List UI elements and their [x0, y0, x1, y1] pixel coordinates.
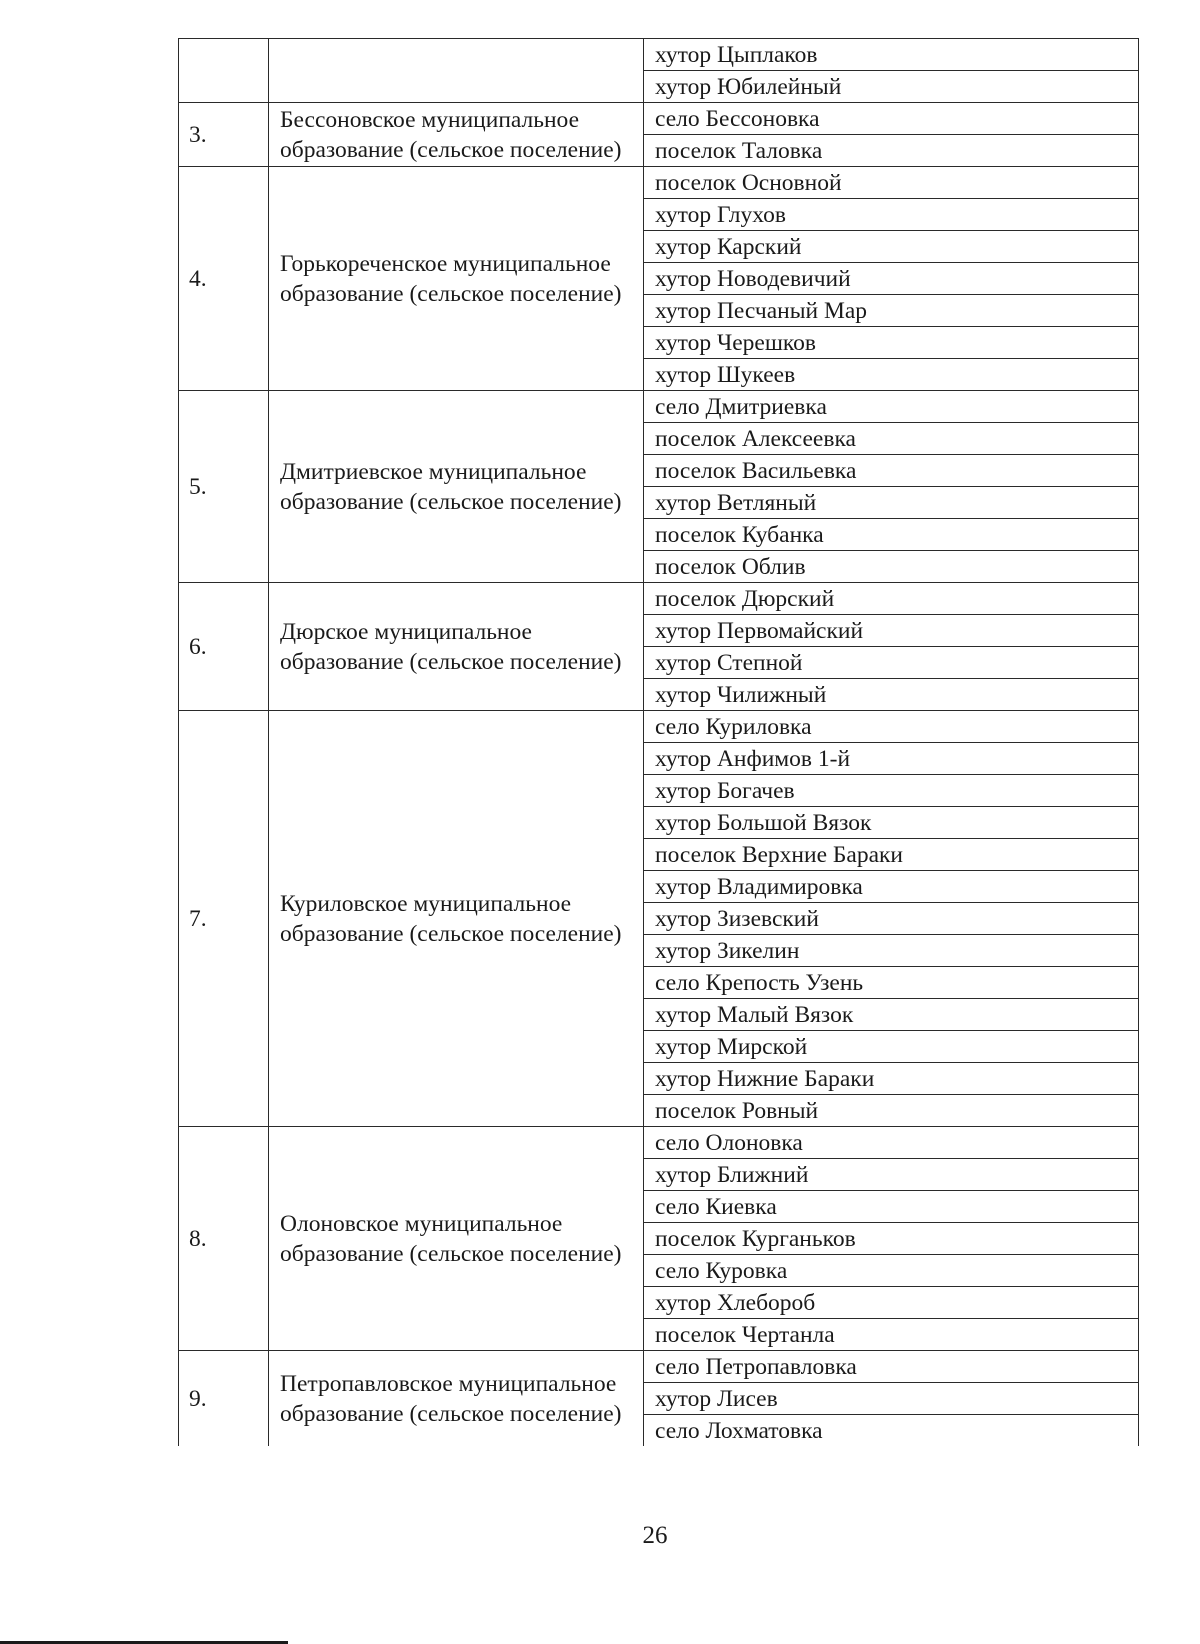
settlement-cell: поселок Курганьков [644, 1223, 1139, 1255]
table-row [179, 39, 1139, 71]
settlement-cell: поселок Алексеевка [644, 423, 1139, 455]
table-row [179, 583, 1139, 615]
settlement-cell: хутор Песчаный Мар [644, 295, 1139, 327]
settlement-cell: село Куровка [644, 1255, 1139, 1287]
municipality-cell: Петропавловское муниципальное образование (сельское поселение) [269, 1351, 644, 1447]
row-number-cell: 9. [179, 1351, 269, 1447]
settlement-cell: хутор Карский [644, 231, 1139, 263]
municipality-cell [269, 39, 644, 103]
settlement-cell: хутор Нижние Бараки [644, 1063, 1139, 1095]
row-number-cell: 6. [179, 583, 269, 711]
settlement-cell: поселок Основной [644, 167, 1139, 199]
settlement-cell: село Бессоновка [644, 103, 1139, 135]
settlement-cell: село Петропавловка [644, 1351, 1139, 1383]
settlement-cell: поселок Верхние Бараки [644, 839, 1139, 871]
settlement-cell: поселок Ровный [644, 1095, 1139, 1127]
settlement-cell: село Куриловка [644, 711, 1139, 743]
row-number-cell: 8. [179, 1127, 269, 1351]
settlement-cell: хутор Малый Вязок [644, 999, 1139, 1031]
settlement-cell: хутор Шукеев [644, 359, 1139, 391]
settlements-table-body [179, 39, 1139, 1447]
settlement-cell: село Дмитриевка [644, 391, 1139, 423]
municipality-cell: Бессоновское муниципальное образование (сельское поселение) [269, 103, 644, 167]
row-number-cell: 4. [179, 167, 269, 391]
settlements-table [178, 38, 1139, 1446]
settlement-cell: хутор Лисев [644, 1383, 1139, 1415]
settlement-cell: хутор Степной [644, 647, 1139, 679]
settlement-cell: хутор Новодевичий [644, 263, 1139, 295]
settlement-cell: поселок Васильевка [644, 455, 1139, 487]
row-number-cell: 3. [179, 103, 269, 167]
page-number: 26 [642, 1522, 668, 1549]
municipality-cell: Куриловское муниципальное образование (сельское поселение) [269, 711, 644, 1127]
settlement-cell: хутор Ближний [644, 1159, 1139, 1191]
settlement-cell: поселок Кубанка [644, 519, 1139, 551]
settlement-cell: село Олоновка [644, 1127, 1139, 1159]
settlement-cell: хутор Юбилейный [644, 71, 1139, 103]
row-number-cell: 7. [179, 711, 269, 1127]
row-number-cell [179, 39, 269, 103]
settlement-cell: хутор Богачев [644, 775, 1139, 807]
municipality-cell: Олоновское муниципальное образование (сельское поселение) [269, 1127, 644, 1351]
settlement-cell: хутор Ветляный [644, 487, 1139, 519]
settlement-cell: хутор Зизевский [644, 903, 1139, 935]
settlement-cell: село Киевка [644, 1191, 1139, 1223]
settlement-cell: хутор Мирской [644, 1031, 1139, 1063]
table-row [179, 103, 1139, 135]
table-row [179, 1127, 1139, 1159]
settlement-cell: поселок Дюрский [644, 583, 1139, 615]
municipality-cell: Горькореченское муниципальное образование (сельское поселение) [269, 167, 644, 391]
settlement-cell: хутор Анфимов 1-й [644, 743, 1139, 775]
settlement-cell: поселок Таловка [644, 135, 1139, 167]
table-row [179, 1351, 1139, 1383]
settlement-cell: село Лохматовка [644, 1415, 1139, 1447]
municipality-cell: Дмитриевское муниципальное образование (сельское поселение) [269, 391, 644, 583]
settlement-cell: поселок Чертанла [644, 1319, 1139, 1351]
settlement-cell: поселок Облив [644, 551, 1139, 583]
settlement-cell: хутор Большой Вязок [644, 807, 1139, 839]
table-row [179, 391, 1139, 423]
table-row [179, 711, 1139, 743]
settlement-cell: хутор Цыплаков [644, 39, 1139, 71]
settlement-cell: хутор Черешков [644, 327, 1139, 359]
settlement-cell: хутор Чилижный [644, 679, 1139, 711]
settlement-cell: село Крепость Узень [644, 967, 1139, 999]
settlement-cell: хутор Хлебороб [644, 1287, 1139, 1319]
settlement-cell: хутор Зикелин [644, 935, 1139, 967]
row-number-cell: 5. [179, 391, 269, 583]
table-row [179, 167, 1139, 199]
settlement-cell: хутор Первомайский [644, 615, 1139, 647]
municipality-cell: Дюрское муниципальное образование (сельское поселение) [269, 583, 644, 711]
settlement-cell: хутор Владимировка [644, 871, 1139, 903]
settlement-cell: хутор Глухов [644, 199, 1139, 231]
